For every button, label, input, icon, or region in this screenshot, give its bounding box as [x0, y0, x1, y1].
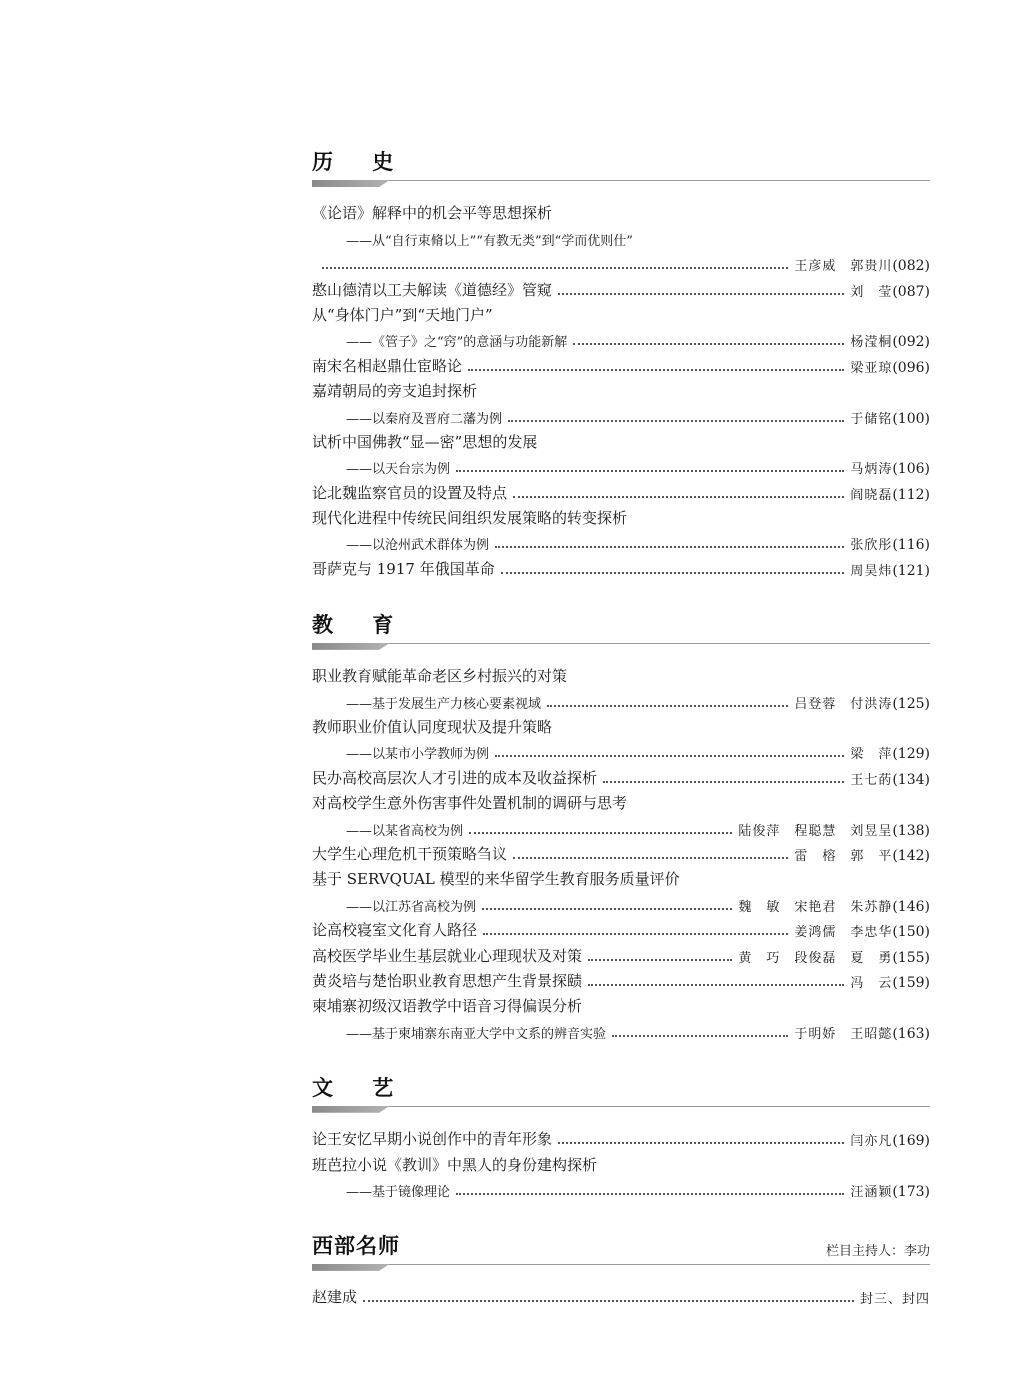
toc-entry[interactable]: [312, 1149, 930, 1200]
dot-leader: [573, 342, 844, 345]
entry-page: (159): [892, 974, 930, 991]
dot-leader: [495, 545, 844, 548]
dot-leader: [513, 495, 844, 498]
toc-entry[interactable]: [312, 915, 930, 940]
rule-line: [312, 1264, 930, 1265]
dot-leader: [612, 1034, 788, 1037]
entry-title-row: [312, 198, 930, 223]
entry-authors-page: [850, 534, 930, 553]
dot-leader: [322, 266, 788, 269]
entry-authors-page: [794, 845, 930, 864]
toc-section: [312, 607, 930, 1042]
entry-page: (138): [892, 822, 930, 839]
entry-authors-page: [850, 972, 930, 991]
entry-page: (100): [892, 410, 930, 427]
section-header: [312, 607, 930, 643]
entry-title-row: [312, 503, 930, 528]
entry-authors-page: [738, 820, 930, 839]
section-title: 教 育: [312, 611, 410, 637]
entry-page: (169): [892, 1133, 930, 1150]
entry-subtitle: ——以天台宗为例: [346, 462, 451, 478]
entry-subtitle-row: [312, 737, 930, 762]
toc-entry[interactable]: [312, 1282, 930, 1307]
entry-title-row: [312, 1124, 930, 1149]
toc-section: [312, 1070, 930, 1200]
entry-title[interactable]: 赵建成: [312, 1288, 358, 1307]
toc-entry[interactable]: [312, 350, 930, 375]
entry-title-row: [312, 553, 930, 578]
section-header: [312, 144, 930, 180]
entry-title-row: [312, 1149, 930, 1174]
entry-authors: 封三、封四: [859, 1292, 930, 1308]
entry-authors: 杨滢桐: [850, 335, 893, 351]
entry-authors: 雷 榕 郭 平: [794, 848, 893, 864]
toc-entry[interactable]: [312, 553, 930, 578]
toc-entry[interactable]: [312, 712, 930, 763]
entry-authors-page: [850, 560, 930, 579]
toc-entry[interactable]: [312, 274, 930, 299]
entry-authors: 汪涵颖: [850, 1184, 893, 1200]
entry-title-row: [312, 839, 930, 864]
entry-title[interactable]: 论王安忆早期小说创作中的青年形象: [312, 1130, 553, 1149]
dot-leader: [558, 292, 844, 295]
entry-page: (092): [892, 334, 930, 351]
toc-entry[interactable]: [312, 940, 930, 965]
entry-page: (121): [892, 562, 930, 579]
entry-title[interactable]: 试析中国佛教“显—密”思想的发展: [312, 432, 538, 451]
entry-subtitle: ——以某省高校为例: [346, 823, 464, 839]
toc-entry[interactable]: [312, 788, 930, 839]
section-title: 文 艺: [312, 1074, 410, 1100]
entry-subtitle: ——基于发展生产力核心要素视域: [346, 696, 542, 712]
rule-accent-bar: [312, 1106, 390, 1113]
entry-title-row: [312, 915, 930, 940]
rule-line: [312, 180, 930, 181]
toc-entry[interactable]: [312, 477, 930, 502]
section-rule: [312, 643, 930, 653]
entry-subtitle-row: [312, 1175, 930, 1200]
toc-entry[interactable]: [312, 503, 930, 554]
entry-authors: 魏 敏 宋艳君 朱苏静: [738, 899, 893, 915]
section-title: 西部名师: [312, 1232, 400, 1258]
toc-entry[interactable]: [312, 966, 930, 991]
entry-authors: 冯 云: [850, 975, 893, 991]
entry-subtitle-row: [312, 889, 930, 914]
dot-leader: [588, 983, 844, 986]
entry-title[interactable]: 现代化进程中传统民间组织发展策略的转变探析: [312, 509, 628, 528]
entry-title[interactable]: 黄炎培与楚怡职业教育思想产生背景探赜: [312, 971, 583, 990]
entry-authors-page: [850, 281, 930, 300]
entry-page: (146): [892, 898, 930, 915]
entry-authors-page: [794, 255, 930, 274]
section-rule: [312, 1106, 930, 1116]
rule-accent-bar: [312, 643, 390, 650]
entry-page: (155): [892, 949, 930, 966]
section-rule: [312, 1264, 930, 1274]
entry-page: (163): [892, 1025, 930, 1042]
entry-title[interactable]: 民办高校高层次人才引进的成本及收益探析: [312, 768, 598, 787]
entry-title[interactable]: 嘉靖朝局的旁支追封探析: [312, 382, 478, 401]
entry-authors-page: [850, 408, 930, 427]
entry-subtitle: ——基于镜像理论: [346, 1184, 451, 1200]
entry-authors: 于明娇 王昭懿: [794, 1026, 893, 1042]
entry-authors-page: [738, 947, 930, 966]
entry-authors-page: [850, 484, 930, 503]
entry-authors-page: [850, 331, 930, 350]
section-rule: [312, 180, 930, 190]
entry-authors-page: [850, 769, 930, 788]
entry-authors-page: [738, 896, 930, 915]
section-title: 历 史: [312, 149, 410, 174]
entry-page: (087): [892, 283, 930, 300]
entry-authors-page: [794, 693, 930, 712]
entry-subtitle-row: [312, 1016, 930, 1041]
entry-subtitle: ——基于柬埔寨东南亚大学中文系的辨音实验: [346, 1026, 607, 1042]
toc-entry[interactable]: [312, 1124, 930, 1149]
entry-subtitle-row: [312, 528, 930, 553]
section-host: 栏目主持人：李功: [825, 1243, 930, 1259]
section-header: [312, 1070, 930, 1106]
entry-title-row: [312, 788, 930, 813]
entry-title[interactable]: 大学生心理危机干预策略刍议: [312, 844, 508, 863]
dot-leader: [588, 958, 732, 961]
entry-page: (134): [892, 771, 930, 788]
dot-leader: [603, 780, 844, 783]
toc-section: [312, 1228, 930, 1307]
entry-title[interactable]: 教师职业价值认同度现状及提升策略: [312, 718, 553, 737]
entry-page: (150): [892, 924, 930, 941]
entry-title[interactable]: 职业教育赋能革命老区乡村振兴的对策: [312, 667, 568, 686]
entry-authors-page: [794, 921, 930, 940]
toc-entry[interactable]: [312, 839, 930, 864]
entry-subtitle: ——以江苏省高校为例: [346, 899, 477, 915]
entry-title[interactable]: 《论语》解释中的机会平等思想探析: [312, 204, 553, 223]
entry-title[interactable]: 高校医学毕业生基层就业心理现状及对策: [312, 946, 583, 965]
dot-leader: [501, 571, 845, 574]
toc-entry[interactable]: [312, 427, 930, 478]
entry-authors: 马炳涛: [850, 462, 893, 478]
entry-authors: 于储铭: [850, 411, 893, 427]
entry-page: (106): [892, 461, 930, 478]
entry-title-row: [312, 477, 930, 502]
entry-authors: 刘 莹: [850, 284, 893, 300]
entry-subtitle: ——以沧州武术群体为例: [346, 538, 490, 554]
toc-entry[interactable]: [312, 762, 930, 787]
entry-authors: 梁亚琼: [850, 360, 893, 376]
entry-title[interactable]: 从“身体门户”到“天地门户”: [312, 305, 493, 324]
entry-authors: 周昊炜: [850, 563, 893, 579]
entry-page: (082): [892, 258, 930, 275]
entry-authors: 黄 巧 段俊磊 夏 勇: [738, 950, 893, 966]
entry-title[interactable]: 憨山德清以工夫解读《道德经》管窥: [312, 280, 553, 299]
toc-entry[interactable]: [312, 661, 930, 712]
entry-title[interactable]: 对高校学生意外伤害事件处置机制的调研与思考: [312, 794, 628, 813]
entry-subtitle: ——《管子》之“窍”的意涵与功能新解: [346, 335, 568, 351]
entry-title[interactable]: 哥萨克与 1917 年俄国革命: [312, 559, 495, 578]
entry-subtitle-row: [312, 452, 930, 477]
entry-title[interactable]: 柬埔寨初级汉语教学中语音习得偏误分析: [312, 997, 583, 1016]
dot-leader: [547, 704, 788, 707]
entry-page: (142): [892, 847, 930, 864]
entry-subtitle: ——从“自行束脩以上”“有教无类”到“学而优则仕”: [346, 233, 633, 249]
dot-leader: [558, 1141, 844, 1144]
entry-authors: 梁 萍: [850, 747, 893, 763]
entry-title[interactable]: 论北魏监察官员的设置及特点: [312, 483, 508, 502]
dot-leader: [508, 419, 844, 422]
toc-entry[interactable]: [312, 864, 930, 915]
rule-line: [312, 1106, 930, 1107]
rule-accent-bar: [312, 1264, 390, 1271]
entry-authors-page: [860, 1288, 930, 1307]
toc-entry[interactable]: [312, 198, 930, 274]
entry-authors: 闫亦凡: [850, 1134, 893, 1150]
entry-subtitle-row: [312, 686, 930, 711]
entry-leader-row: [312, 249, 930, 274]
entry-title-row: [312, 762, 930, 787]
entry-title-row: [312, 966, 930, 991]
entry-page: (129): [892, 746, 930, 763]
entry-title-row: [312, 940, 930, 965]
section-header: [312, 1228, 930, 1264]
entry-page: (116): [892, 537, 930, 554]
entry-title-row: [312, 864, 930, 889]
entry-title[interactable]: 南宋名相赵鼎仕宦略论: [312, 356, 463, 375]
entry-authors-page: [850, 1130, 930, 1149]
entry-title-row: [312, 991, 930, 1016]
entry-page: (112): [892, 486, 930, 503]
entry-title-row: [312, 427, 930, 452]
rule-accent-bar: [312, 180, 390, 187]
entry-page: (173): [892, 1183, 930, 1200]
entry-authors-page: [850, 357, 930, 376]
entry-subtitle-row: [312, 813, 930, 838]
entry-authors: 姜鸿儒 李忠华: [794, 925, 893, 941]
dot-leader: [483, 932, 788, 935]
dot-leader: [363, 1299, 854, 1302]
entry-subtitle: ——以某市小学教师为例: [346, 747, 490, 763]
entry-page: (125): [892, 695, 930, 712]
entry-title[interactable]: 班芭拉小说《教训》中黑人的身份建构探析: [312, 1155, 598, 1174]
entry-page: (096): [892, 359, 930, 376]
dot-leader: [456, 469, 844, 472]
dot-leader: [468, 368, 844, 371]
entry-authors-page: [850, 743, 930, 762]
entry-authors: 王彦威 郭贵川: [794, 259, 893, 275]
dot-leader: [456, 1192, 844, 1195]
entry-subtitle: ——以秦府及晋府二藩为例: [346, 411, 503, 427]
entry-title[interactable]: 基于 SERVQUAL 模型的来华留学生教育服务质量评价: [312, 870, 680, 889]
toc-entry[interactable]: [312, 300, 930, 351]
dot-leader: [495, 754, 844, 757]
entry-authors-page: [850, 458, 930, 477]
entry-title-row: [312, 300, 930, 325]
entry-authors: 张欣彤: [850, 538, 893, 554]
table-of-contents: [312, 144, 930, 1335]
entry-title[interactable]: 论高校寝室文化育人路径: [312, 921, 478, 940]
dot-leader: [469, 831, 732, 834]
rule-line: [312, 643, 930, 644]
entry-authors: 王七菂: [850, 772, 893, 788]
entry-subtitle-row: [312, 223, 930, 248]
dot-leader: [513, 856, 788, 859]
entry-authors: 陆俊萍 程聪慧 刘昱呈: [738, 823, 893, 839]
entry-authors-page: [850, 1181, 930, 1200]
entry-authors: 吕登蓉 付洪涛: [794, 696, 893, 712]
toc-section: [312, 144, 930, 579]
entry-subtitle-row: [312, 401, 930, 426]
entry-title-row: [312, 712, 930, 737]
entry-title-row: [312, 661, 930, 686]
entry-authors: 阎晓磊: [850, 487, 893, 503]
entry-authors-page: [794, 1023, 930, 1042]
toc-entry[interactable]: [312, 376, 930, 427]
toc-entry[interactable]: [312, 991, 930, 1042]
entry-title-row: [312, 376, 930, 401]
entry-title-row: [312, 1282, 930, 1307]
entry-title-row: [312, 350, 930, 375]
dot-leader: [482, 907, 732, 910]
entry-title-row: [312, 274, 930, 299]
entry-subtitle-row: [312, 325, 930, 350]
